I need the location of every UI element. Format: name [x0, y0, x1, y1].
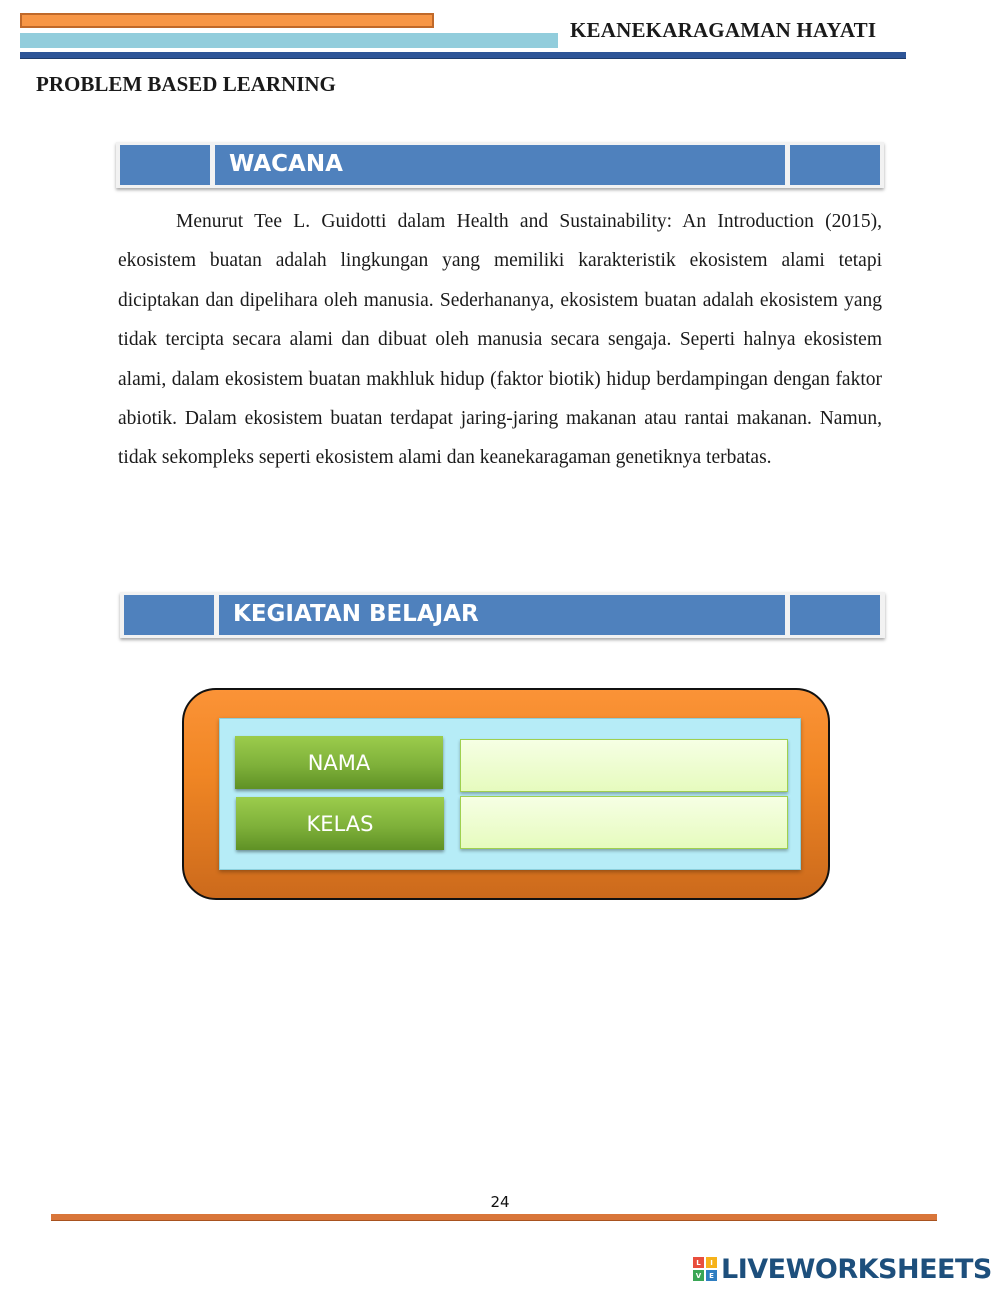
kelas-input[interactable]: [460, 796, 788, 849]
banner-left-segment: [124, 595, 214, 635]
header-title: KEANEKARAGAMAN HAYATI: [570, 18, 877, 42]
logo-tile-e: E: [706, 1270, 717, 1281]
nama-label: NAMA: [235, 736, 443, 789]
wacana-paragraph: Menurut Tee L. Guidotti dalam Health and Sustainability: An Introduction (2015), ekosistem buatan adalah lingkungan yang memiliki karakteristik ekosistem alami tetapi diciptakan dan dipelihara oleh manusia. Sederhananya, ekosistem buatan adalah ekosistem yang tidak tercipta secara alami dan dibuat oleh manusia secara sengaja. Seperti halnya ekosistem alami, dalam ekosistem buatan makhluk hidup (faktor biotik) hidup berdampingan dengan faktor abiotik. Dalam ekosistem buatan terdapat jaring-jaring makanan atau rantai makanan. Namun, tidak sekompleks seperti ekosistem alami dan keanekaragaman genetiknya terbatas.: [118, 211, 882, 469]
kelas-label: KELAS: [236, 797, 444, 850]
header-blue-bar: [20, 33, 558, 48]
kegiatan-heading: KEGIATAN BELAJAR: [233, 601, 479, 627]
banner-left-segment: [120, 145, 210, 185]
header-navy-rule: [20, 52, 906, 59]
logo-tile-l: L: [693, 1257, 704, 1268]
banner-main-segment: [215, 145, 785, 185]
page-number: 24: [490, 1193, 510, 1211]
nama-input[interactable]: [460, 739, 788, 792]
banner-main-segment: [219, 595, 785, 635]
header-orange-bar: [20, 13, 434, 28]
wacana-banner: [116, 142, 884, 188]
kegiatan-banner: [120, 592, 885, 638]
liveworksheets-logo[interactable]: [693, 1254, 992, 1284]
banner-right-segment: [790, 145, 880, 185]
page-subtitle: PROBLEM BASED LEARNING: [36, 72, 336, 96]
liveworksheets-icon: [693, 1257, 717, 1281]
footer-rule: [51, 1214, 937, 1221]
liveworksheets-wordmark: LIVEWORKSHEETS: [721, 1253, 992, 1285]
logo-tile-i: I: [706, 1257, 717, 1268]
banner-right-segment: [790, 595, 880, 635]
logo-tile-v: V: [693, 1270, 704, 1281]
wacana-heading: WACANA: [229, 151, 343, 177]
